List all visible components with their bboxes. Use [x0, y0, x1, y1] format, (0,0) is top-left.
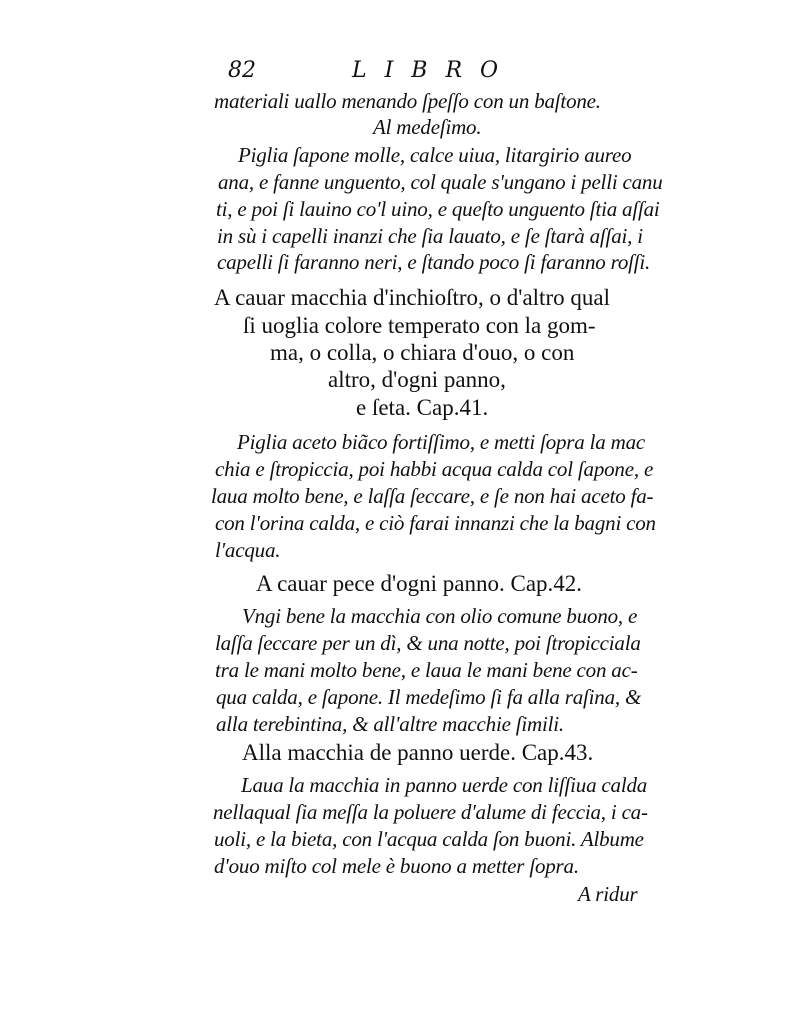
text-line: uoli, e la bieta, con l'acqua calda ſon buoni. Albume — [214, 827, 644, 851]
running-title: LIBRO — [352, 58, 517, 83]
text-line: con l'orina calda, e ciò farai innanzi che la bagni con — [215, 511, 656, 535]
text-line: Piglia aceto biãco fortiſſimo, e metti ſopra la mac — [237, 430, 645, 454]
text-line: Laua la macchia in panno uerde con liſſiua calda — [241, 773, 648, 797]
text-line: in sù i capelli inanzi che ſia lauato, e ſe ſtarà aſſai, i — [217, 224, 643, 248]
text-line: qua calda, e ſapone. Il medeſimo ſi fa alla raſina, & — [216, 685, 642, 709]
text-line: tra le mani molto bene, e laua le mani bene con ac- — [215, 658, 638, 682]
text-line: ana, e fanne unguento, col quale s'ungano i pelli canu — [218, 170, 663, 194]
chapter-heading: altro, d'ogni panno, — [328, 367, 506, 392]
chapter-heading: e ſeta. Cap.41. — [356, 395, 489, 420]
text-line: laua molto bene, e laſſa ſeccare, e ſe non hai aceto fa- — [211, 484, 654, 508]
text-line: chia e ſtropiccia, poi habbi acqua calda col ſapone, e — [215, 457, 654, 481]
text-line: ti, e poi ſi lauino co'l uino, e queſto unguento ſtia aſſai — [216, 197, 660, 221]
text-line: materiali uallo menando ſpeſſo con un baſtone. — [214, 89, 601, 113]
text-line: l'acqua. — [215, 538, 281, 562]
text-line: Vngi bene la macchia con olio comune buono, e — [242, 604, 638, 628]
text-line: laſſa ſeccare per un dì, & una notte, poi ſtropicciala — [215, 631, 641, 655]
text-line: capelli ſi faranno neri, e ſtando poco ſi faranno roſſi. — [217, 250, 651, 274]
chapter-heading: Alla macchia de panno uerde. Cap.43. — [242, 740, 594, 765]
section-heading: Al medeſimo. — [373, 115, 482, 139]
chapter-heading: A cauar pece d'ogni panno. Cap.42. — [256, 571, 583, 596]
catchword: A ridur — [578, 882, 638, 906]
text-line: alla terebintina, & all'altre macchie ſimili. — [216, 712, 564, 736]
chapter-heading: A cauar macchia d'inchioſtro, o d'altro qual — [214, 285, 610, 310]
text-line: nellaqual ſia meſſa la poluere d'alume di feccia, i ca- — [213, 800, 648, 824]
chapter-heading: ſi uoglia colore temperato con la gom- — [243, 313, 596, 338]
page-number: 82 — [228, 58, 256, 83]
text-line: d'ouo miſto col mele è buono a metter ſopra. — [214, 854, 579, 878]
text-line: Piglia ſapone molle, calce uiua, litargirio aureo — [238, 143, 632, 167]
chapter-heading: ma, o colla, o chiara d'ouo, o con — [270, 340, 575, 365]
